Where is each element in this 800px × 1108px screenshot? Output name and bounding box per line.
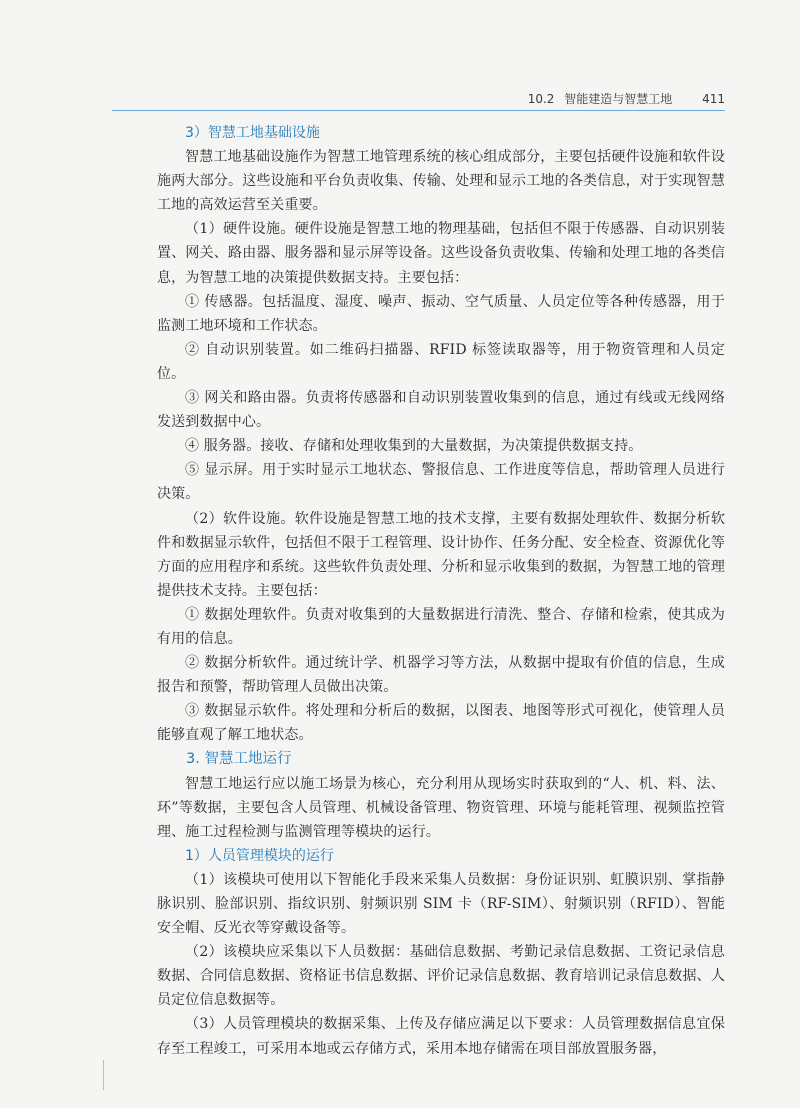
page-number: 411 [702, 92, 725, 106]
paragraph: （2）软件设施。软件设施是智慧工地的技术支撑，主要有数据处理软件、数据分析软件和数据显示软件，包括但不限于工程管理、设计协作、任务分配、安全检查、资源优化等方面的应用程序和系统。这些软件负责处理、分析和显示收集到的数据，为智慧工地的管理提供技术支持。主要包括： [157, 510, 725, 599]
running-header [112, 88, 725, 111]
paragraph: ⑤ 显示屏。用于实时显示工地状态、警报信息、工作进度等信息，帮助管理人员进行决策。 [157, 462, 725, 503]
paragraph: （1）该模块可使用以下智能化手段来采集人员数据：身份证识别、虹膜识别、掌指静脉识别、脸部识别、指纹识别、射频识别 SIM 卡（RF-SIM）、射频识别（RFID）、智能安全帽、反光衣等穿戴设备等。 [157, 871, 725, 937]
page-body [157, 121, 725, 1061]
paragraph: ④ 服务器。接收、存储和处理收集到的大量数据，为决策提供数据支持。 [185, 438, 643, 455]
paragraph: （2）该模块应采集以下人员数据：基础信息数据、考勤记录信息数据、工资记录信息数据、合同信息数据、资格证书信息数据、评价记录信息数据、教育培训记录信息数据、人员定位信息数据等。 [157, 944, 725, 1009]
paragraph: ① 数据处理软件。负责对收集到的大量数据进行清洗、整合、存储和检索，使其成为有用的信息。 [157, 606, 725, 647]
section-heading: 3. 智慧工地运行 [186, 751, 292, 768]
margin-line [103, 1060, 104, 1090]
paragraph: 智慧工地运行应以施工场景为核心，充分利用从现场实时获取到的“人、机、料、法、环”等数据，主要包含人员管理、机械设备管理、物资管理、环境与能耗管理、视频监控管理、施工过程检测与监测管理等模块的运行。 [157, 775, 725, 840]
paragraph: ① 传感器。包括温度、湿度、噪声、振动、空气质量、人员定位等各种传感器，用于监测工地环境和工作状态。 [157, 293, 725, 334]
header-section-number: 10.2 [527, 92, 555, 106]
header-text [528, 90, 725, 107]
subsection-heading: 3）智慧工地基础设施 [185, 125, 320, 141]
paragraph: （3）人员管理模块的数据采集、上传及存储应满足以下要求：人员管理数据信息宜保存至工程竣工，可采用本地或云存储方式，采用本地存储需在项目部放置服务器， [157, 1016, 725, 1057]
paragraph: 智慧工地基础设施作为智慧工地管理系统的核心组成部分，主要包括硬件设施和软件设施两大部分。这些设施和平台负责收集、传输、处理和显示工地的各类信息，对于实现智慧工地的高效运营至关重要。 [157, 149, 725, 214]
header-section-title: 智能建造与智慧工地 [564, 92, 673, 106]
paragraph: ② 数据分析软件。通过统计学、机器学习等方法，从数据中提取有价值的信息，生成报告和预警，帮助管理人员做出决策。 [157, 655, 725, 696]
paragraph: ③ 网关和路由器。负责将传感器和自动识别装置收集到的信息，通过有线或无线网络发送到数据中心。 [157, 390, 725, 431]
paragraph: （1）硬件设施。硬件设施是智慧工地的物理基础，包括但不限于传感器、自动识别装置、网关、路由器、服务器和显示屏等设备。这些设备负责收集、传输和处理工地的各类信息，为智慧工地的决策提供数据支持。主要包括： [157, 221, 725, 286]
subsection-heading: 1）人员管理模块的运行 [185, 847, 334, 864]
paragraph: ② 自动识别装置。如二维码扫描器、RFID 标签读取器等，用于物资管理和人员定位。 [157, 341, 725, 382]
paragraph: ③ 数据显示软件。将处理和分析后的数据，以图表、地图等形式可视化，使管理人员能够直观了解工地状态。 [157, 703, 725, 744]
